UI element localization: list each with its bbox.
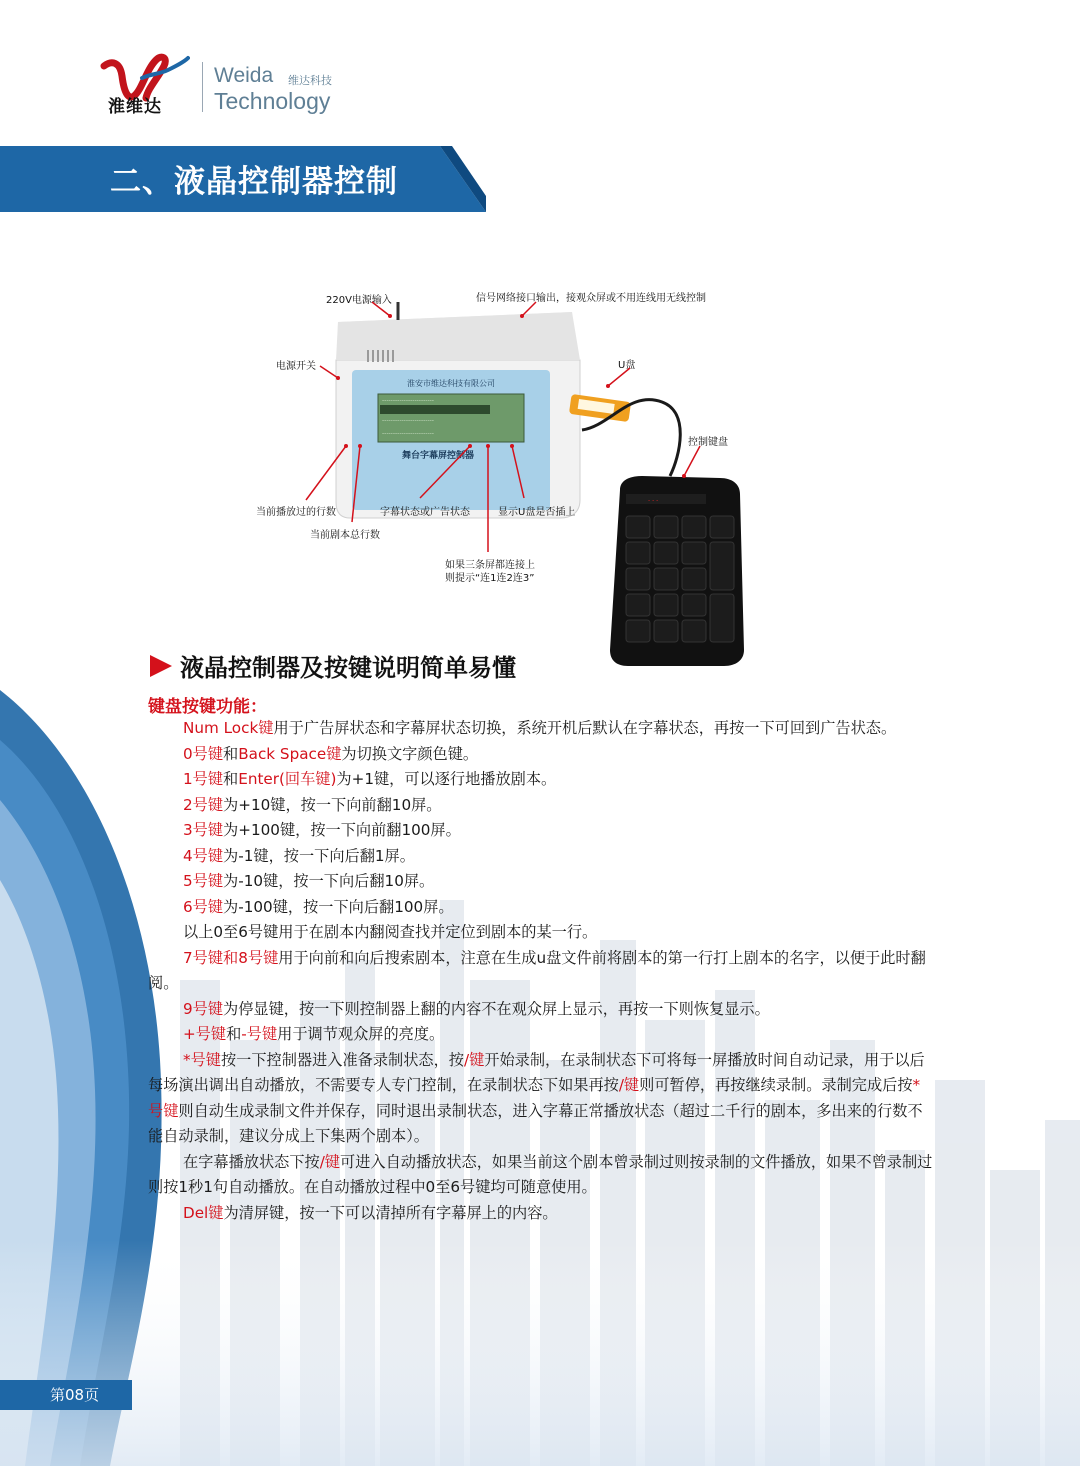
callout-usb: U盘 [618, 360, 636, 371]
page-number: 第08页 [50, 1386, 100, 1404]
paragraph-key2: 2号键为+10键，按一下向前翻10屏。 [183, 795, 442, 814]
paragraph-key5: 5号键为-10键，按一下向后翻10屏。 [183, 872, 435, 890]
callout-screens-line2: 则提示“连1连2连3” [445, 573, 535, 584]
brand-chinese-tagline: 维达科技 [288, 74, 332, 87]
section-heading [150, 648, 516, 683]
paragraph-numlock: Num Lock键用于广告屏状态和字幕屏状态切换，系统开机后默认在字幕状态，再按一下可回到广告状态。 [183, 719, 897, 737]
callout-keypad: 控制键盘 [688, 437, 728, 448]
svg-text:------------------------: ------------------------ [382, 417, 434, 424]
paragraph-key9: 9号键为停显键，按一下则控制器上翻的内容不在观众屏上显示，再按一下则恢复显示。 [183, 999, 770, 1018]
paragraph-key3: 3号键为+100键，按一下向前翻100屏。 [183, 821, 461, 839]
paragraph-plus-minus: +号键和-号键用于调节观众屏的亮度。 [183, 1025, 445, 1043]
paragraph-autoplay: 在字幕播放状态下按/键可进入自动播放状态，如果当前这个剧本曾录制过则按录制的文件播放，如果不曾录制过则按1秒1句自动播放。在自动播放过程中0至6号键均可随意使用。 [148, 1152, 933, 1196]
keyboard-heading: 键盘按键功能： [148, 697, 267, 717]
callout-network-output: 信号网络接口输出，接观众屏或不用连线用无线控制 [476, 293, 706, 304]
callout-power-switch: 电源开关 [276, 361, 316, 372]
callout-played-lines: 当前播放过的行数 [256, 507, 336, 518]
paragraph-key6: 6号键为-100键，按一下向后翻100屏。 [183, 897, 454, 916]
brand-name-technology: Technology [214, 88, 331, 114]
callout-power-input: 220V电源输入 [326, 295, 392, 306]
logo-chinese-name: 淮维达 [108, 97, 162, 117]
callout-usb-status: 显示U盘是否插上 [498, 507, 576, 518]
svg-text:------------------------: ------------------------ [382, 397, 434, 404]
brand-name-weida: Weida [214, 64, 274, 87]
logo-divider [202, 62, 203, 112]
screen-footer-label: 舞台字幕屏控制器 [401, 451, 475, 461]
callout-total-lines: 当前剧本总行数 [310, 530, 380, 541]
body-text [148, 716, 934, 1226]
paragraph-key7-8: 7号键和8号键用于向前和向后搜索剧本，注意在生成u盘文件前将剧本的第一行打上剧本的名字，以便于此时翻阅。 [148, 948, 926, 992]
triangle-bullet-icon [150, 655, 172, 677]
callout-subtitle-status: 字幕状态或广告状态 [380, 507, 470, 518]
callout-screens-line1: 如果三条屏都连接上 [445, 560, 535, 571]
paragraph-del: Del键为清屏键，按一下可以清掉所有字幕屏上的内容。 [183, 1203, 558, 1222]
keypad-brand-label: - - - [648, 497, 659, 504]
paragraph-key4: 4号键为-1键，按一下向后翻1屏。 [183, 846, 415, 865]
controller-product-photo [250, 280, 770, 670]
section-heading-text: 液晶控制器及按键说明简单易懂 [180, 654, 516, 682]
paragraph-star-record: *号键按一下控制器进入准备录制状态，按/键开始录制，在录制状态下可将每一屏播放时间自动记录，用于以后每场演出调出自动播放，不需要专人专门控制，在录制状态下如果再按/键则可暂停，再按继续录制。录制完成后按*号键则自动生成录制文件并保存，同时退出录制状态，进入字幕正常播放状态（超过二千行的剧本，多出来的行数不能自动录制，建议分成上下集两个剧本）。 [148, 1050, 925, 1145]
page-title: 二、液晶控制器控制 [110, 164, 398, 200]
paragraph-keys-summary: 以上0至6号键用于在剧本内翻阅查找并定位到剧本的某一行。 [183, 923, 598, 941]
screen-header-label: 淮安市维达科技有限公司 [407, 379, 495, 388]
paragraph-key1: 1号键和Enter(回车键)为+1键，可以逐行地播放剧本。 [183, 770, 557, 788]
paragraph-key0: 0号键和Back Space键为切换文字颜色键。 [183, 744, 479, 763]
svg-text:------------------------: ------------------------ [382, 430, 434, 437]
